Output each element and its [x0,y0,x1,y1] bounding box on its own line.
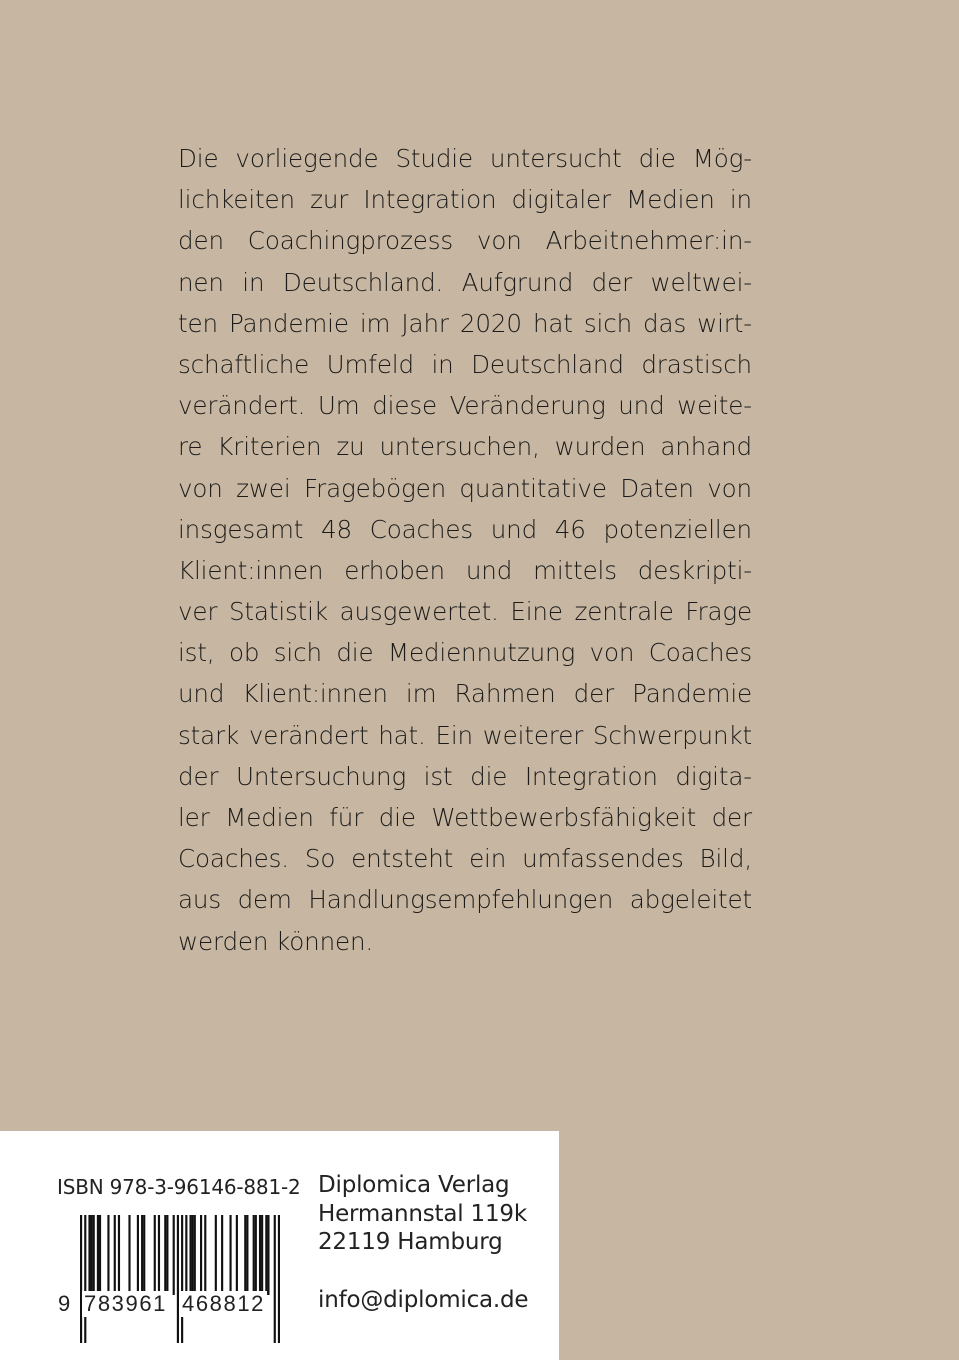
blurb-line: den Coachingprozess von Arbeitnehmer:in- [178,226,752,256]
barcode-bar [84,1215,86,1343]
barcode-bar [255,1215,257,1295]
barcode-right-digits: 468812 [182,1291,266,1316]
blurb-line: verändert. Um diese Veränderung und weite- [178,391,752,421]
blurb-line: lichkeiten zur Integration digitaler Medien in [178,185,752,215]
barcode-image [80,1215,280,1343]
barcode-bar [166,1215,168,1295]
barcode-bar [128,1215,130,1295]
barcode-bar [244,1215,246,1295]
blurb-line: schaftliche Umfeld in Deutschland drastisch [178,349,752,379]
barcode-bar [80,1215,82,1343]
barcode-bar [267,1215,269,1295]
blurb-line: ten Pandemie im Jahr 2020 hat sich das wirt- [178,308,752,338]
barcode-bar [181,1215,183,1343]
blurb-line: und Klient:innen im Rahmen der Pandemie [178,679,752,709]
blurb-line: re Kriterien zu untersuchen, wurden anhand [178,432,752,462]
barcode-bar [265,1215,267,1295]
blurb-line: von zwei Fragebögen quantitative Daten von [178,473,752,503]
barcode-bar [253,1215,255,1295]
blurb-line: nen in Deutschland. Aufgrund der weltwei- [178,267,752,297]
publisher-street: Hermannstal 119k [318,1200,527,1227]
blurb-line: insgesamt 48 Coaches und 46 potenziellen [178,514,752,544]
barcode-bar [246,1215,248,1295]
barcode-bar [278,1215,280,1343]
barcode-bar [114,1215,116,1295]
barcode-lead-digit: 9 [58,1291,71,1316]
barcode-bar [137,1215,139,1295]
barcode-bar [261,1215,263,1295]
blurb-line: ler Medien für die Wettbewerbsfähigkeit der [178,803,752,832]
barcode-bar [177,1215,179,1343]
barcode-bar [229,1215,231,1295]
barcode-bar [107,1215,109,1295]
barcode-bar [204,1215,206,1295]
blurb-line: Klient:innen erhoben und mittels deskripti- [178,555,752,585]
barcode-bar [91,1215,93,1295]
isbn-label: ISBN 978-3-96146-881-2 [57,1175,301,1199]
barcode-bar [143,1215,145,1295]
barcode-digits [58,1291,288,1321]
publisher-city: 22119 Hamburg [318,1229,503,1255]
barcode-bar [192,1215,194,1295]
barcode-bar [93,1215,95,1295]
barcode-bar [99,1215,101,1295]
barcode-bar [173,1215,175,1295]
barcode-bar [97,1215,99,1295]
barcode-bar [88,1215,90,1295]
publisher-email: info@diplomica.de [318,1287,529,1313]
blurb-line: ist, ob sich die Mediennutzung von Coaches [178,638,752,668]
barcode-bar [158,1215,160,1295]
isbn-publisher-box [0,1131,559,1360]
barcode-bar [200,1215,202,1295]
blurb-line: Die vorliegende Studie untersucht die Mög- [178,144,752,173]
back-cover-blurb [178,138,752,962]
barcode-bar [164,1215,166,1295]
publisher-address [318,1171,527,1257]
barcode-bar [118,1215,120,1295]
barcode-bar [194,1215,196,1295]
barcode-bar [141,1215,143,1295]
barcode-bar [189,1215,191,1295]
blurb-line: aus dem Handlungsempfehlungen abgeleitet [178,885,752,915]
blurb-line: ver Statistik ausgewertet. Eine zentrale Frage [178,597,752,627]
barcode-bar [221,1215,223,1295]
barcode-bar [215,1215,217,1295]
blurb-line: werden können. [178,926,374,956]
blurb-line: Coaches. So entsteht ein umfassendes Bild, [178,844,752,874]
publisher-name: Diplomica Verlag [318,1172,510,1198]
barcode-bar [154,1215,156,1295]
barcode-bar [274,1215,276,1343]
barcode-bar [259,1215,261,1295]
barcode-bar [185,1215,187,1295]
blurb-line: stark verändert hat. Ein weiterer Schwerpunkt [178,720,752,750]
blurb-line: der Untersuchung ist die Integration digita- [178,761,752,791]
barcode-bar [236,1215,238,1295]
barcode-left-digits: 783961 [84,1291,168,1316]
